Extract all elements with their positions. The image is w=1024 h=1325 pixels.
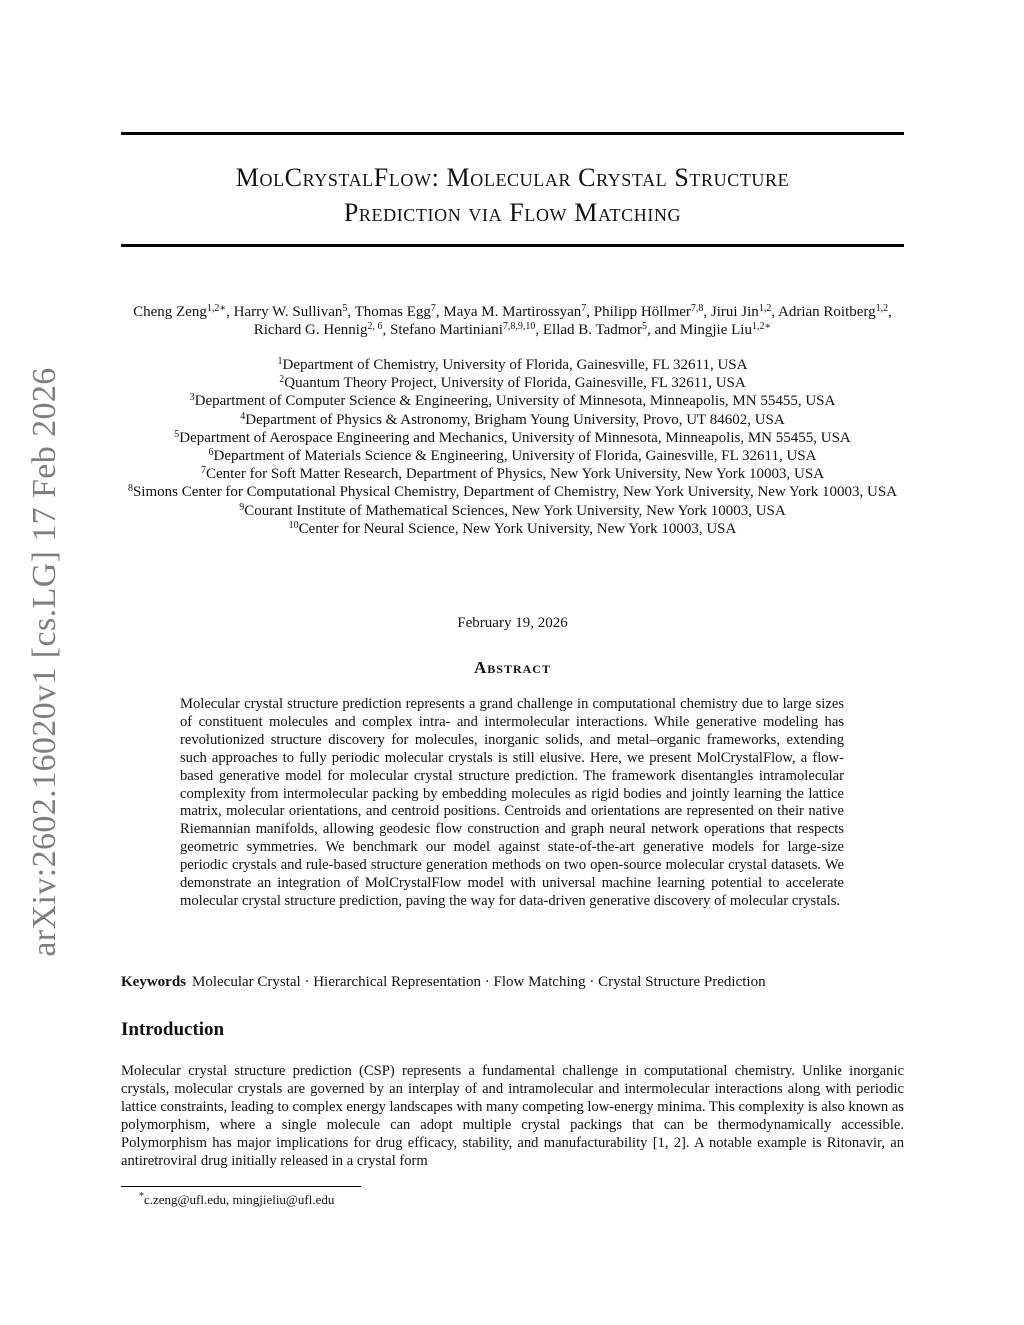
author-name: Jirui Jin (710, 304, 759, 320)
author-separator: , (703, 304, 711, 320)
footnote-rule (121, 1186, 361, 1187)
author (390, 322, 543, 338)
affiliation (121, 465, 904, 483)
author-name: Mingjie Liu (679, 322, 752, 338)
author-affiliation-sup: 1,2∗ (751, 321, 772, 332)
arxiv-identifier: arXiv:2602.16020v1 [cs.LG] 17 Feb 2026 (26, 367, 63, 957)
keywords-text: Molecular Crystal · Hierarchical Representation · Flow Matching · Crystal Structure Prediction (192, 974, 766, 990)
footnote-emails: c.zeng@ufl.edu, mingjieliu@ufl.edu (144, 1192, 335, 1207)
affiliation-number: 1 (277, 356, 283, 367)
affiliation-number: 3 (189, 392, 195, 404)
paper-date: February 19, 2026 (457, 615, 568, 631)
affiliation-number: 5 (174, 428, 180, 440)
author-name: Adrian Roitberg (778, 304, 876, 320)
author (355, 304, 444, 320)
affiliation-text: Department of Aerospace Engineering and Mechanics, University of Minnesota, Minneapolis, MN 55455, USA (179, 429, 851, 446)
footnote-mark: * (139, 1191, 144, 1202)
author (680, 322, 771, 338)
author (543, 322, 680, 338)
section-heading-introduction: Introduction (121, 1019, 225, 1040)
abstract-heading: Abstract (474, 658, 551, 677)
author-name: Richard G. Hennig (253, 322, 368, 338)
paper-title (121, 160, 904, 230)
author (133, 304, 234, 320)
author-name: Cheng Zeng (133, 304, 207, 320)
affiliation-text: Quantum Theory Project, University of Florida, Gainesville, FL 32611, USA (284, 375, 746, 392)
author-affiliation-sup: 1,2∗ (206, 303, 227, 314)
author-affiliation-sup: 7 (581, 303, 587, 314)
author (778, 304, 892, 320)
author-name: Maya M. Martirossyan (443, 304, 582, 320)
affiliation (121, 374, 904, 392)
affiliation-text: Department of Chemistry, University of Florida, Gainesville, FL 32611, USA (282, 357, 748, 373)
title-line-2: Prediction via Flow Matching (343, 198, 682, 227)
author-separator: , (535, 322, 543, 338)
author-name: Thomas Egg (354, 304, 431, 320)
footnote (139, 1192, 334, 1208)
affiliation-text: Department of Computer Science & Engineering, University of Minnesota, Minneapolis, MN 55455, USA (194, 393, 836, 410)
affiliation-number: 8 (127, 483, 133, 495)
affiliation-text: Courant Institute of Mathematical Sciences, New York University, New York 10003, USA (244, 502, 786, 519)
author-affiliation-sup: 1,2 (875, 303, 889, 314)
author-list (121, 303, 904, 339)
keywords (121, 974, 904, 991)
author-name: Ellad B. Tadmor (542, 322, 642, 338)
abstract-text: Molecular crystal structure prediction represents a grand challenge in computational chemistry due to large sizes of constituent molecules and complex intra- and intermolecular interactions. While generative modeling has revolutionized structure discovery for molecules, inorganic solids, and metal–organic frameworks, extending such approaches to fully periodic molecular crystals is still elusive. Here, we present MolCrystalFlow, a flow-based generative model for molecular crystal structure prediction. The framework disentangles intramolecular complexity from intermolecular packing by embedding molecules as rigid bodies and jointly learning the lattice matrix, molecular orientations, and centroid positions. Centroids and orientations are represented on their native Riemannian manifolds, allowing geodesic flow construction and graph neural network operations that respects geometric symmetries. We benchmark our model against state-of-the-art generative models for large-size periodic crystals and rule-based structure generation methods on two open-source molecular crystal datasets. We demonstrate an integration of MolCrystalFlow model with universal machine learning potential to accelerate molecular crystal structure prediction, paving the way for data-driven generative discovery of molecular crystals. (180, 696, 844, 909)
author-name: Stefano Martiniani (389, 322, 503, 338)
affiliation-number: 2 (279, 374, 285, 386)
affiliation-text: Department of Materials Science & Engineering, University of Florida, Gainesville, FL 32611, USA (213, 448, 817, 465)
affiliation-number: 6 (208, 447, 214, 459)
affiliation-number: 9 (239, 501, 245, 513)
affiliation-text: Center for Neural Science, New York University, New York 10003, USA (298, 520, 737, 537)
affiliation (121, 520, 904, 538)
author (234, 304, 355, 320)
author-affiliation-sup: 2, 6 (367, 321, 383, 332)
author-affiliation-sup: 1,2 (758, 303, 772, 314)
affiliation-number: 7 (200, 465, 206, 477)
affiliation-text: Center for Soft Matter Research, Department of Physics, New York University, New York 10003, USA (205, 466, 825, 483)
author-separator: , (347, 304, 355, 320)
author-affiliation-sup: 7,8,9,10 (502, 321, 536, 332)
author-affiliation-sup: 5 (641, 321, 647, 332)
author (594, 304, 711, 320)
affiliation (121, 392, 904, 410)
author-separator: , (888, 304, 892, 320)
affiliation-number: 10 (288, 519, 299, 531)
author-separator: , (226, 304, 234, 320)
title-rule-top (121, 132, 904, 135)
author (711, 304, 778, 320)
author-name: Philipp Höllmer (593, 304, 691, 320)
affiliation-text: Simons Center for Computational Physical Chemistry, Department of Chemistry, New York University, New York 10003, USA (132, 484, 898, 501)
affiliation-number: 4 (240, 410, 246, 422)
title-rule-bottom (121, 244, 904, 247)
affiliation (121, 411, 904, 429)
author-separator: , (382, 322, 390, 338)
author-separator: , (771, 304, 778, 320)
affiliation (121, 447, 904, 465)
affiliation-list (121, 356, 904, 538)
affiliation (121, 356, 904, 374)
affiliation-text: Department of Physics & Astronomy, Brigham Young University, Provo, UT 84602, USA (245, 411, 785, 428)
introduction-paragraph: Molecular crystal structure prediction (CSP) represents a fundamental challenge in computational chemistry. Unlike inorganic crystals, molecular crystals are governed by an interplay of and intramolecular and intermolecular interactions along with periodic lattice constraints, leading to complex energy landscapes with many competing low-energy minima. This complexity is also known as polymorphism, where a single molecule can adopt multiple crystal packings that can be thermodynamically accessible. Polymorphism has major implications for drug efficacy, stability, and manufacturability [1, 2]. A notable example is Ritonavir, an antiretroviral drug initially released in a crystal form (121, 1063, 904, 1169)
title-line-1: MolCrystalFlow: Molecular Crystal Structure (235, 163, 790, 192)
affiliation (121, 502, 904, 520)
author-name: Harry W. Sullivan (233, 304, 343, 320)
author-affiliation-sup: 5 (342, 303, 348, 314)
affiliation (121, 429, 904, 447)
author-affiliation-sup: 7 (430, 303, 436, 314)
author (254, 322, 390, 338)
author (443, 304, 593, 320)
affiliation (121, 483, 904, 501)
author-affiliation-sup: 7,8 (690, 303, 704, 314)
keywords-label: Keywords (121, 974, 186, 990)
author-separator: , (586, 304, 594, 320)
author-separator: , and (646, 322, 680, 338)
author-separator: , (435, 304, 444, 320)
